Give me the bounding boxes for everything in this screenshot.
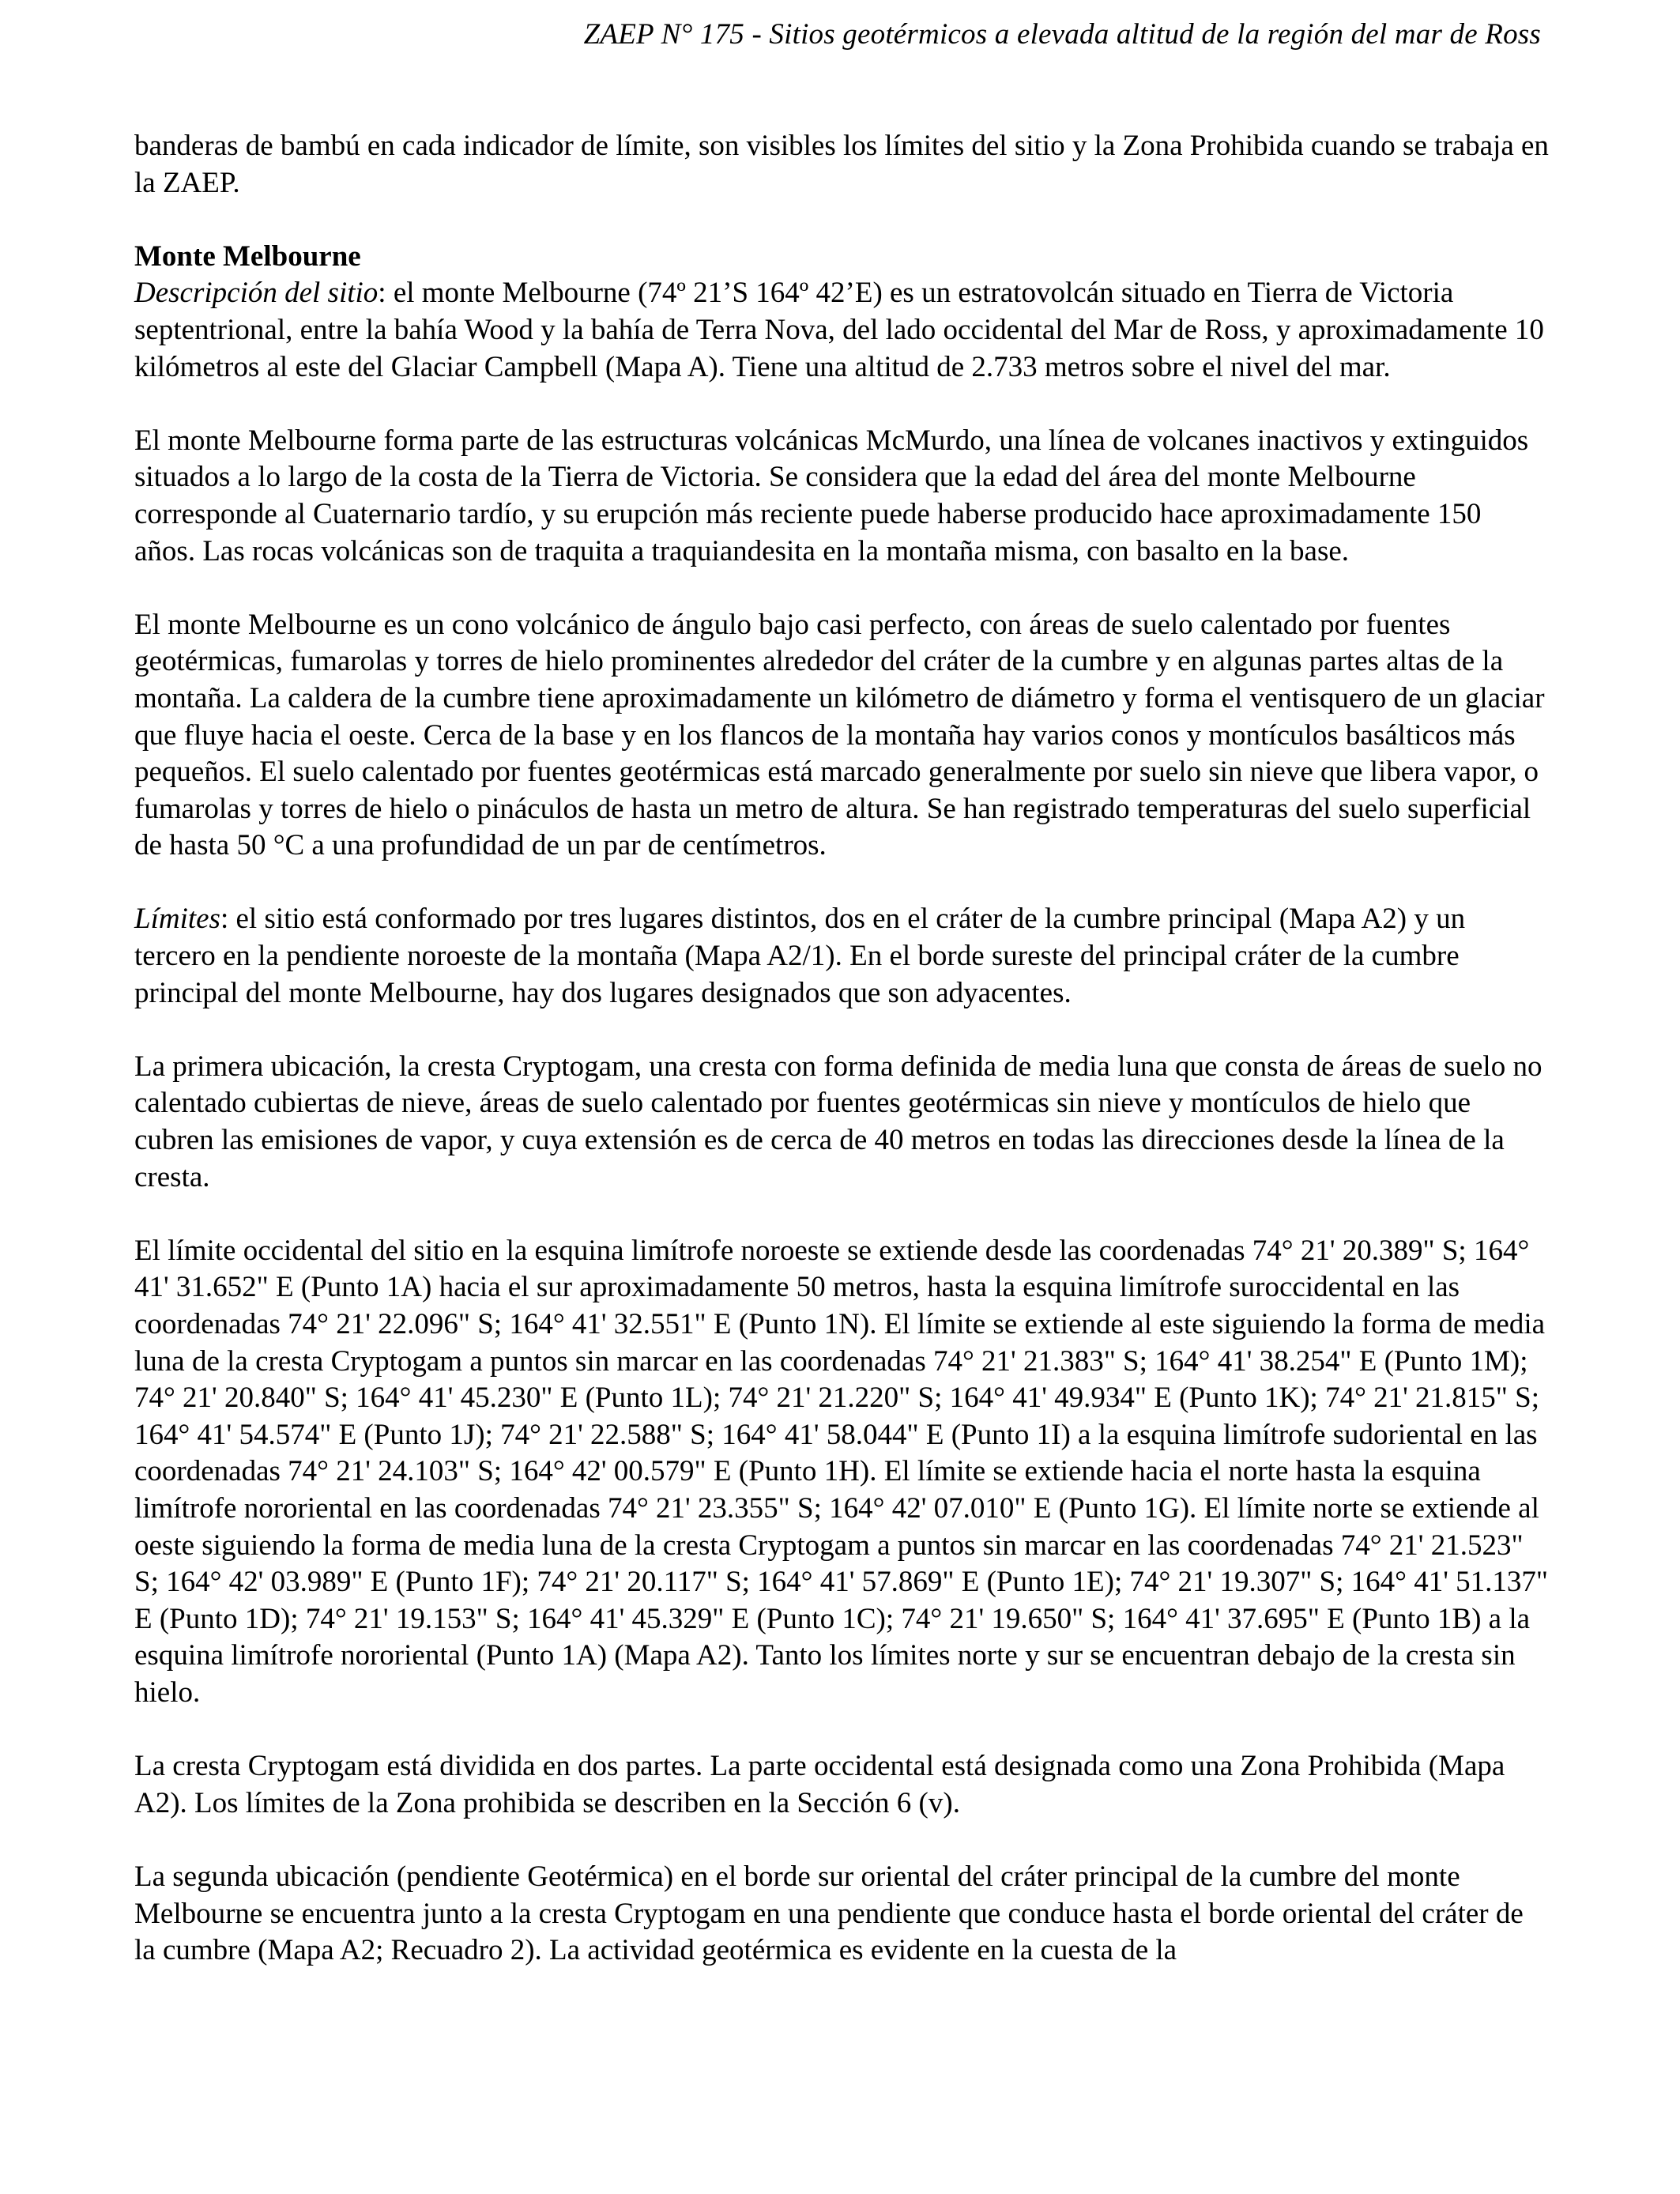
boundaries-label: Límites [134,903,220,936]
site-description-text: : el monte Melbourne (74º 21’S 164º 42’E) es un estratovolcán situado en Tierra de Victoria septentrional, entre la bahía Wood y la bahía de Terra Nova, del lado occidental del Mar de Ross, y aproximadamente 10 kilómetros al este del Glaciar Campbell (Mapa A). Tiene una altitud de 2.733 metros sobre el nivel del mar. [134,277,1544,383]
boundaries-text: : el sitio está conformado por tres lugares distintos, dos en el cráter de la cumbre principal (Mapa A2) y un tercero en la pendiente noroeste de la montaña (Mapa A2/1). En el borde sureste del principal cráter de la cumbre principal del monte Melbourne, hay dos lugares designados que son adyacentes. [134,903,1466,1009]
volcano-description-paragraph: El monte Melbourne es un cono volcánico de ángulo bajo casi perfecto, con áreas de suelo calentado por fuentes geotérmicas, fumarolas y torres de hielo prominentes alrededor del cráter de la cumbre y en algunas partes altas de la montaña. La caldera de la cumbre tiene aproximadamente un kilómetro de diámetro y forma el ventisquero de un glaciar que fluye hacia el oeste. Cerca de la base y en los flancos de la montaña hay varios conos y montículos basálticos más pequeños. El suelo calentado por fuentes geotérmicas está marcado generalmente por suelo sin nieve que libera vapor, o fumarolas y torres de hielo o pináculos de hasta un metro de altura. Se han registrado temperaturas del suelo superficial de hasta 50 °C a una profundidad de un par de centímetros. [134,608,1545,862]
site-description-label: Descripción del sitio [134,277,379,310]
second-location-paragraph: La segunda ubicación (pendiente Geotérmica) en el borde sur oriental del cráter principal de la cumbre del monte Melbourne se encuentra junto a la cresta Cryptogam en una pendiente que conduce hasta el borde oriental del cráter de la cumbre (Mapa A2; Recuadro 2). La actividad geotérmica es evidente en la cuesta de la [134,1860,1524,1967]
restricted-zone-paragraph: La cresta Cryptogam está dividida en dos partes. La parte occidental está designada como una Zona Prohibida (Mapa A2). Los límites de la Zona prohibida se describen en la Sección 6 (v). [134,1750,1505,1819]
boundary-coordinates-paragraph: El límite occidental del sitio en la esquina limítrofe noroeste se extiende desde las coordenadas 74° 21' 20.389" S; 164° 41' 31.652" E (Punto 1A) hacia el sur aproximadamente 50 metros, hasta la esquina limítrofe suroccidental en las coordenadas 74° 21' 22.096" S; 164° 41' 32.551" E (Punto 1N). El límite se extiende al este siguiendo la forma de media luna de la cresta Cryptogam a puntos sin marcar en las coordenadas 74° 21' 21.383" S; 164° 41' 38.254" E (Punto 1M); 74° 21' 20.840" S; 164° 41' 45.230" E (Punto 1L); 74° 21' 21.220" S; 164° 41' 49.934" E (Punto 1K); 74° 21' 21.815" S; 164° 41' 54.574" E (Punto 1J); 74° 21' 22.588" S; 164° 41' 58.044" E (Punto 1I) a la esquina limítrofe sudoriental en las coordenadas 74° 21' 24.103" S; 164° 42' 00.579" E (Punto 1H). El límite se extiende hacia el norte hasta la esquina limítrofe nororiental en las coordenadas 74° 21' 23.355" S; 164° 42' 07.010" E (Punto 1G). El límite norte se extiende al oeste siguiendo la forma de media luna de la cresta Cryptogam a puntos sin marcar en las coordenadas 74° 21' 21.523" S; 164° 42' 03.989" E (Punto 1F); 74° 21' 20.117" S; 164° 41' 57.869" E (Punto 1E); 74° 21' 19.307" S; 164° 41' 51.137" E (Punto 1D); 74° 21' 19.153" S; 164° 41' 45.329" E (Punto 1C); 74° 21' 19.650" S; 164° 41' 37.695" E (Punto 1B) a la esquina limítrofe nororiental (Punto 1A) (Mapa A2). Tanto los límites norte y sur se encuentran debajo de la cresta sin hielo. [134,1234,1548,1709]
section-heading: Monte Melbourne [134,239,361,273]
paragraph-continuation: banderas de bambú en cada indicador de límite, son visibles los límites del sitio y la Zona Prohibida cuando se trabaja en la ZAEP. [134,130,1549,199]
document-body [134,128,1549,1970]
boundaries-paragraph [134,901,1549,1012]
geology-paragraph: El monte Melbourne forma parte de las estructuras volcánicas McMurdo, una línea de volcanes inactivos y extinguidos situados a lo largo de la costa de la Tierra de Victoria. Se considera que la edad del área del monte Melbourne corresponde al Cuaternario tardío, y su erupción más reciente puede haberse producido hace aproximadamente 150 años. Las rocas volcánicas son de traquita a traquiandesita en la montaña misma, con basalto en la base. [134,424,1529,567]
running-header: ZAEP N° 175 - Sitios geotérmicos a elevada altitud de la región del mar de Ross [583,18,1541,51]
first-location-paragraph: La primera ubicación, la cresta Cryptogam, una cresta con forma definida de media luna que consta de áreas de suelo no calentado cubiertas de nieve, áreas de suelo calentado por fuentes geotérmicas sin nieve y montículos de hielo que cubren las emisiones de vapor, y cuya extensión es de cerca de 40 metros en todas las direcciones desde la línea de la cresta. [134,1050,1543,1193]
site-description-paragraph [134,239,1549,386]
